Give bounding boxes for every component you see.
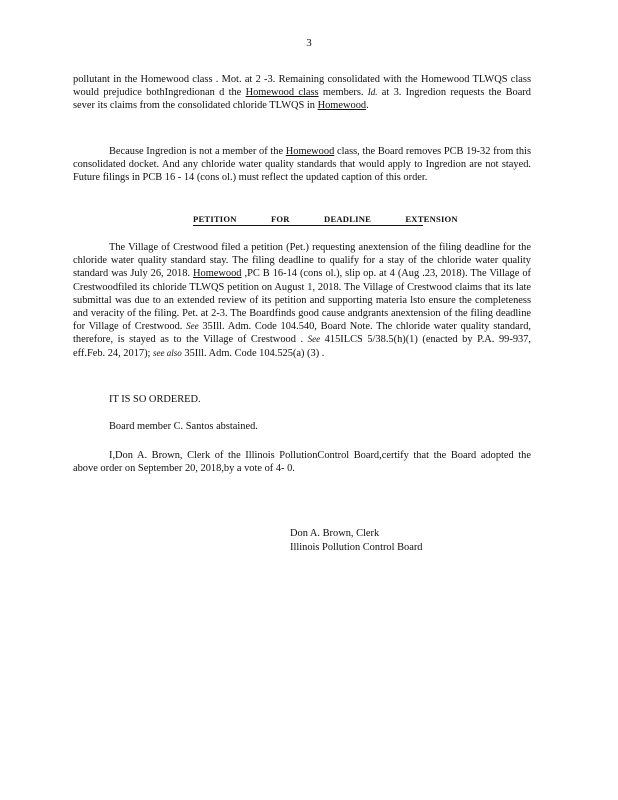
paragraph-removal [73,145,531,185]
certification-text: I,Don A. Brown, Clerk of the Illinois PollutionControl Board,certify that the Board adopted the above order on September 20, 2018,by a vote of 4- 0. [73,450,531,475]
signature-block [290,527,423,554]
p3-text-a: The Village of Crestwood filed a petition (Pet.) requesting anextension of the filing deadline for the chloride water quality standard stay. The filing deadline to qualify for a stay of the chloride water quality standard was July 26, 2018. [73,242,531,280]
p2-text-c: class, the Board removes PCB 19-32 from this consolidated docket. And any chloride water quality standards that would apply to Ingredion are not stayed. Future filings in PCB 16 - 14 (cons ol.) must reflect the updated caption of this order. [73,146,531,184]
page-number: 3 [306,37,312,49]
p1-text-g: . [366,100,369,112]
signature-name: Don A. Brown, Clerk [290,528,380,539]
case-name-homewood: Homewood [193,268,242,280]
signal-see-also: see also [153,347,182,358]
paragraph-certification [73,449,531,475]
citation-id: Id. [367,87,378,98]
signal-see: See [307,334,321,345]
p3-text-c: ,PC B 16-14 (cons ol.), slip op. at 4 (Aug .23, 2018). The Village of Crestwoodfiled its chloride TLWQS petition on August 1, 2018. The Village of Crestwood claims that its late submittal was due to an extended review of its petition and supporting materia lsto ensure the completeness and veracity of the filing. Pet. at 2-3. The Boardfinds good cause andgrants anextension of the filing deadline for Village of Crestwood. [73,268,531,333]
p1-text-c: members. [318,87,368,99]
paragraph-homewood-class [73,73,531,113]
p2-text-a: Because Ingredion is not a member of the [109,146,286,157]
p1-text-a: pollutant in the Homewood class . Mot. at 2 -3. Remaining consolidated with the Homewood TLWQS class would prejudice bothIngredionan d the [73,74,531,99]
section-heading: PETITION FOR DEADLINE EXTENSION [193,214,458,224]
signal-see: See [186,321,199,332]
p3-text-g: 415ILCS 5/38.5(h)(1) (enacted by P.A. 99-937, eff.Feb. 24, 2017); [73,334,531,359]
abstain-line: Board member C. Santos abstained. [109,421,258,432]
p1-text-e: at 3. Ingredion requests the Board sever its claims from the consolidated chloride TLWQS in [73,87,531,112]
paragraph-crestwood-petition [73,241,531,360]
case-name-homewood-class: Homewood class [245,87,319,99]
ordered-line: IT IS SO ORDERED. [109,394,201,405]
case-name-homewood: Homewood [317,100,367,112]
signature-org: Illinois Pollution Control Board [290,541,423,553]
p3-text-i: 35Ill. Adm. Code 104.525(a) (3) . [181,347,325,359]
case-name-homewood: Homewood [285,146,335,157]
p3-text-e: 35Ill. Adm. Code 104.540, Board Note. The chloride water quality standard, therefore, is stayed as to the Village of Crestwood . [73,321,531,346]
